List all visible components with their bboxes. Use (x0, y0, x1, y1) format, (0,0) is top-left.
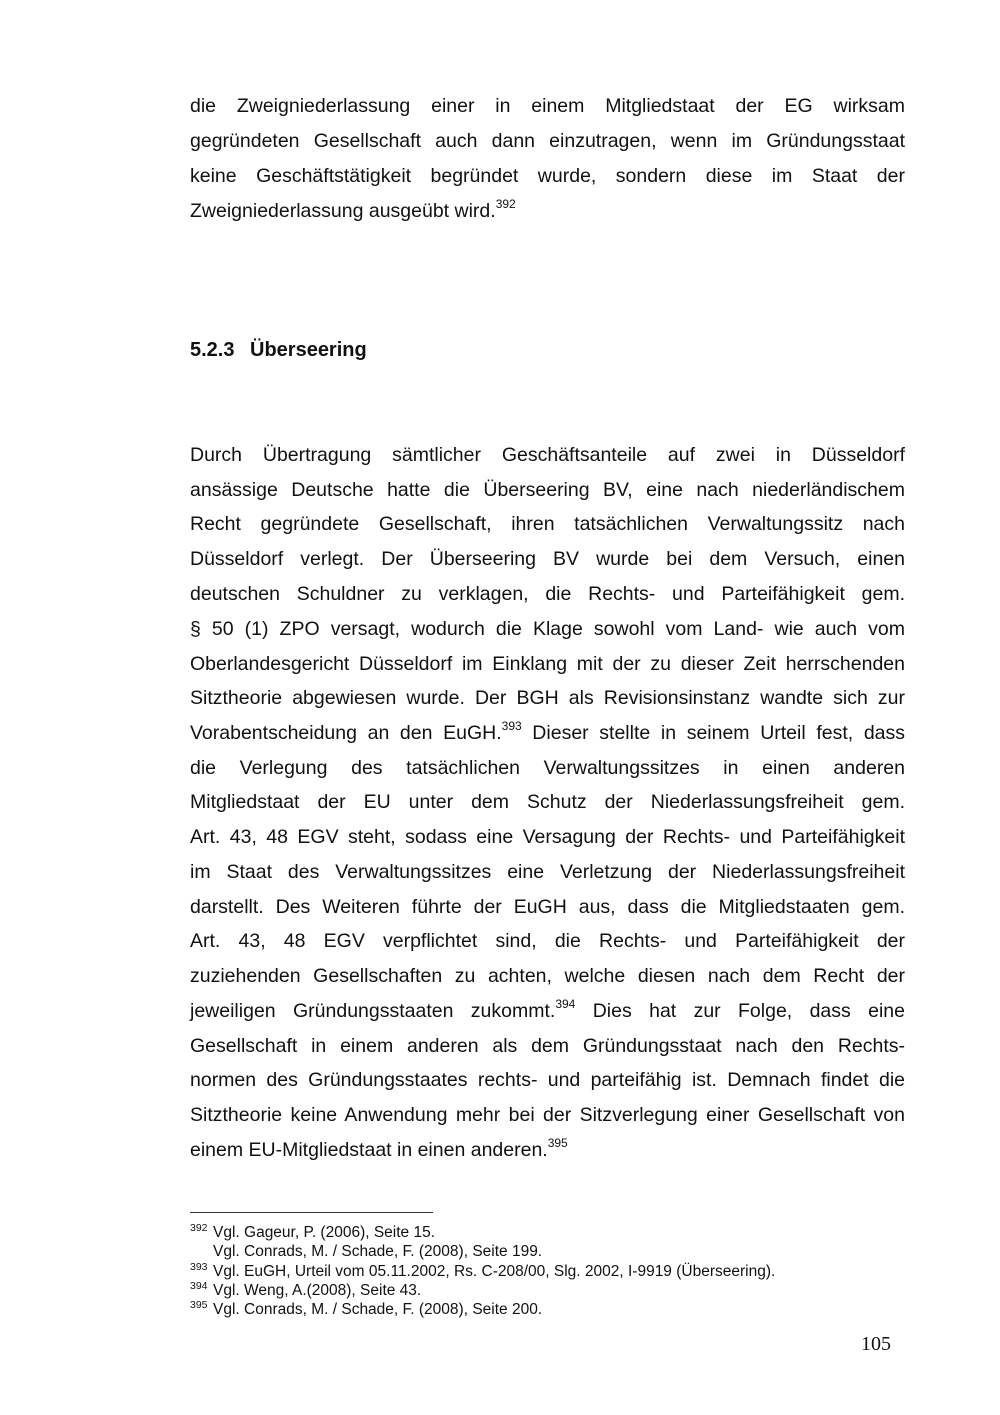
body-text-line: Durch Übertragung sämtlicher Geschäftsanteile auf zwei in Düsseldorf (190, 444, 905, 466)
body-text-line: deutschen Schuldner zu verklagen, die Rechts- und Parteifähigkeit gem. (190, 583, 905, 605)
body-text-line: Vorabentscheidung an den EuGH.$^{393}$ Dieser stellte in seinem Urteil fest, dass (190, 719, 906, 744)
section-number: 5.2.3 (190, 339, 235, 361)
body-text-line: normen des Gründungsstaates rechts- und parteifähig ist. Demnach findet die (190, 1069, 905, 1091)
body-text-line: darstellt. Des Weiteren führte der EuGH aus, dass die Mitgliedstaaten gem. (190, 896, 905, 918)
page-number: 105 (861, 1333, 891, 1355)
footnote-separator (190, 1212, 433, 1213)
body-text-line: Zweigniederlassung ausgeübt wird.$^{392}$ (190, 197, 516, 222)
body-text-line: jeweiligen Gründungsstaaten zukommt.$^{394}$ Dies hat zur Folge, dass eine (190, 997, 905, 1022)
body-text-line: einem EU-Mitgliedstaat in einen anderen.$^{395}$ (190, 1136, 568, 1161)
body-text-line: ansässige Deutsche hatte die Überseering BV, eine nach niederländischem (190, 479, 905, 501)
footnote: 394 Vgl. Weng, A.(2008), Seite 43. (190, 1280, 422, 1299)
body-text-line: Mitgliedstaat der EU unter dem Schutz der Niederlassungsfreiheit gem. (190, 791, 905, 813)
footnote-ref[interactable]: 394 (555, 997, 576, 1011)
body-text-line: Sitztheorie keine Anwendung mehr bei der Sitzverlegung einer Gesellschaft von (190, 1104, 905, 1126)
footnote-ref[interactable]: 393 (501, 719, 522, 733)
body-text-line: die Zweigniederlassung einer in einem Mitgliedstaat der EG wirksam (190, 95, 905, 117)
body-text-line: keine Geschäftstätigkeit begründet wurde, sondern diese im Staat der (190, 165, 905, 187)
footnote-ref[interactable]: 392 (495, 197, 516, 211)
body-text-line: Gesellschaft in einem anderen als dem Gründungsstaat nach den Rechts- (190, 1035, 905, 1057)
section-heading (190, 337, 367, 363)
body-text-line: § 50 (1) ZPO versagt, wodurch die Klage sowohl vom Land- wie auch vom (190, 618, 905, 640)
footnote: Vgl. Conrads, M. / Schade, F. (2008), Seite 199. (213, 1243, 543, 1260)
body-text-line: zuziehenden Gesellschaften zu achten, welche diesen nach dem Recht der (190, 965, 905, 987)
body-text-line: gegründeten Gesellschaft auch dann einzutragen, wenn im Gründungsstaat (190, 130, 905, 152)
footnote: 395 Vgl. Conrads, M. / Schade, F. (2008), Seite 200. (190, 1299, 543, 1318)
body-text-line: Art. 43, 48 EGV verpflichtet sind, die Rechts- und Parteifähigkeit der (190, 930, 905, 952)
footnote: 393 Vgl. EuGH, Urteil vom 05.11.2002, Rs. C-208/00, Slg. 2002, I-9919 (Überseering). (190, 1261, 776, 1280)
footnote-ref[interactable]: 395 (547, 1136, 568, 1150)
body-text-line: Sitztheorie abgewiesen wurde. Der BGH als Revisionsinstanz wandte sich zur (190, 687, 905, 709)
body-text-line: Oberlandesgericht Düsseldorf im Einklang mit der zu dieser Zeit herrschenden (190, 653, 905, 675)
section-title: Überseering (250, 339, 367, 361)
body-text-line: die Verlegung des tatsächlichen Verwaltungssitzes in einen anderen (190, 757, 905, 779)
body-text-line: im Staat des Verwaltungssitzes eine Verletzung der Niederlassungsfreiheit (190, 861, 905, 883)
body-text-line: Recht gegründete Gesellschaft, ihren tatsächlichen Verwaltungssitz nach (190, 513, 905, 535)
body-text-line: Art. 43, 48 EGV steht, sodass eine Versagung der Rechts- und Parteifähigkeit (190, 826, 905, 848)
footnote: 392 Vgl. Gageur, P. (2006), Seite 15. (190, 1222, 436, 1241)
body-text-line: Düsseldorf verlegt. Der Überseering BV wurde bei dem Versuch, einen (190, 548, 905, 570)
